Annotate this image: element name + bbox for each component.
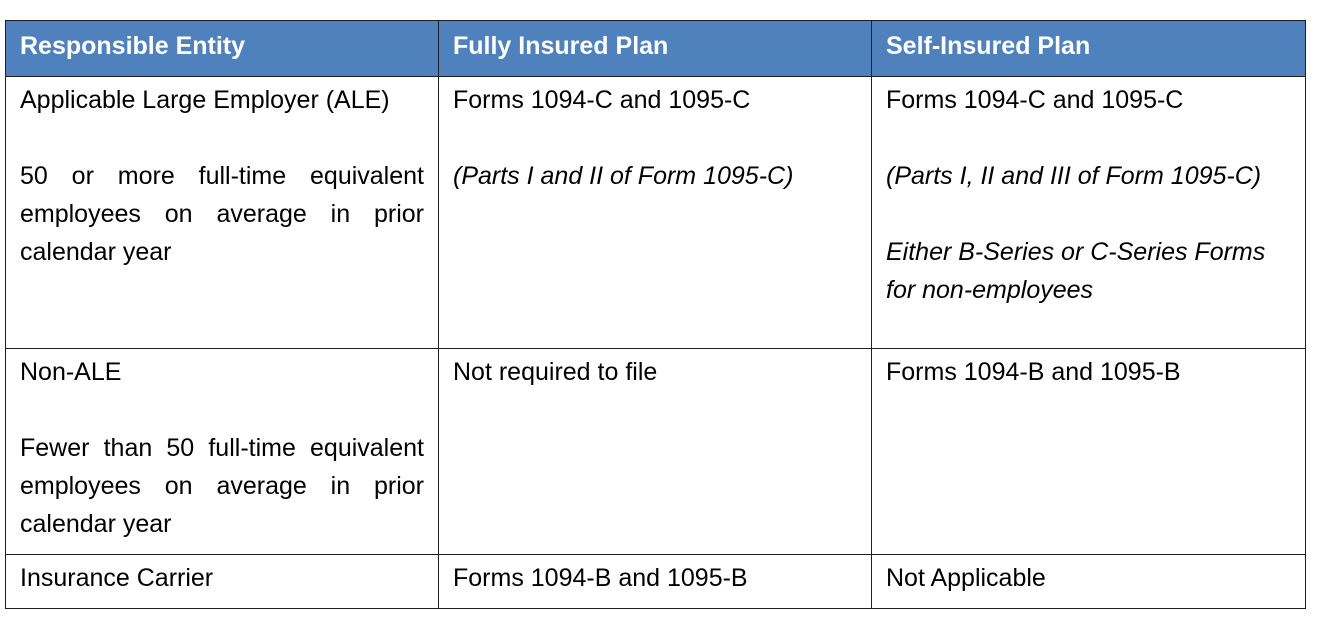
entity-description: Fewer than 50 full-time equivalent employees on average in prior calendar year xyxy=(20,434,424,538)
entity-description: 50 or more full-time equivalent employees on average in prior calendar year xyxy=(20,162,424,266)
self-insured-forms: Forms 1094-C and 1095-C xyxy=(886,86,1184,114)
fully-insured-note: (Parts I and II of Form 1095-C) xyxy=(453,162,794,190)
header-row xyxy=(6,21,1306,77)
self-insured-cell xyxy=(872,77,1306,349)
fully-insured-forms: Not required to file xyxy=(453,358,658,386)
entity-name: Applicable Large Employer (ALE) xyxy=(20,86,390,114)
fully-insured-forms: Forms 1094-C and 1095-C xyxy=(453,86,751,114)
header-responsible-entity: Responsible Entity xyxy=(6,21,439,77)
self-insured-cell xyxy=(872,555,1306,609)
table-row xyxy=(6,555,1306,609)
self-insured-forms: Forms 1094-B and 1095-B xyxy=(886,358,1181,386)
header-fully-insured-plan: Fully Insured Plan xyxy=(439,21,872,77)
table-row xyxy=(6,349,1306,555)
fully-insured-cell xyxy=(439,555,872,609)
entity-cell xyxy=(6,349,439,555)
table-header xyxy=(6,21,1306,77)
entity-cell xyxy=(6,555,439,609)
filing-requirements-table-container xyxy=(5,20,1305,609)
table-row xyxy=(6,77,1306,349)
table-body xyxy=(6,77,1306,609)
fully-insured-cell xyxy=(439,349,872,555)
self-insured-forms: Not Applicable xyxy=(886,564,1046,592)
fully-insured-cell xyxy=(439,77,872,349)
filing-requirements-table xyxy=(5,20,1306,609)
fully-insured-forms: Forms 1094-B and 1095-B xyxy=(453,564,748,592)
self-insured-note-secondary: Either B-Series or C-Series Forms for non-employees xyxy=(886,238,1266,304)
self-insured-note: (Parts I, II and III of Form 1095-C) xyxy=(886,162,1262,190)
entity-name: Non-ALE xyxy=(20,358,122,386)
entity-name: Insurance Carrier xyxy=(20,564,214,592)
header-self-insured-plan: Self-Insured Plan xyxy=(872,21,1306,77)
entity-cell xyxy=(6,77,439,349)
self-insured-cell xyxy=(872,349,1306,555)
